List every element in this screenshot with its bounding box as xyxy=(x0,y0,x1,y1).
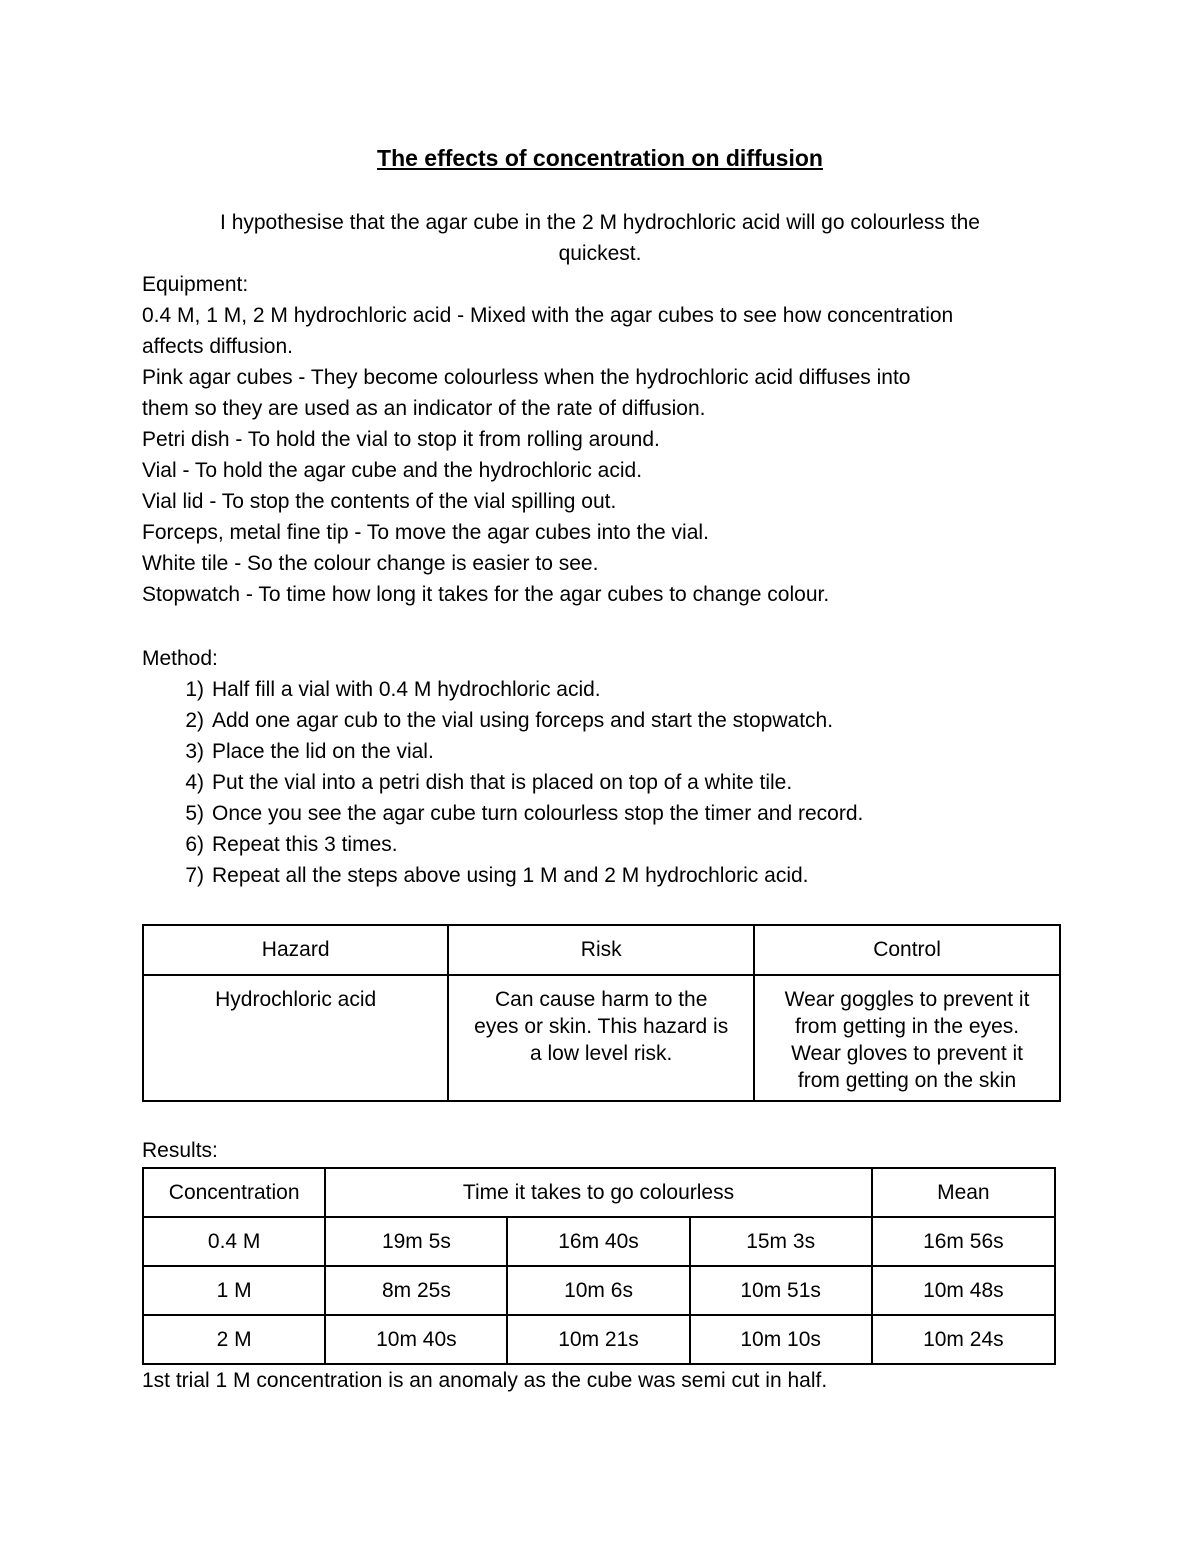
risk-line: eyes or skin. This hazard is xyxy=(474,1015,729,1038)
risk-line: a low level risk. xyxy=(530,1042,673,1065)
equipment-line: Vial lid - To stop the contents of the vial spilling out. xyxy=(142,490,617,513)
step-number: 5 ) xyxy=(142,798,208,829)
time-cell: 10m 21s xyxy=(507,1315,689,1364)
method-step xyxy=(142,829,863,860)
step-text: Once you see the agar cube turn colourless stop the timer and record. xyxy=(212,802,864,825)
step-text: Half fill a vial with 0.4 M hydrochloric acid. xyxy=(212,678,601,701)
header-mean: Mean xyxy=(872,1168,1055,1217)
equipment-line: them so they are used as an indicator of the rate of diffusion. xyxy=(142,397,706,420)
table-header-row xyxy=(143,925,1060,975)
control-line: from getting in the eyes. xyxy=(794,1015,1020,1038)
equipment-line: Petri dish - To hold the vial to stop it from rolling around. xyxy=(142,428,660,451)
table-row xyxy=(143,1217,1055,1266)
mean-cell: 10m 48s xyxy=(872,1266,1055,1315)
method-step xyxy=(142,798,863,829)
mean-cell: 10m 24s xyxy=(872,1315,1055,1364)
method-step xyxy=(142,767,863,798)
time-cell: 8m 25s xyxy=(325,1266,507,1315)
table-header-row xyxy=(143,1168,1055,1217)
equipment-line: Pink agar cubes - They become colourless when the hydrochloric acid diffuses into xyxy=(142,366,911,389)
equipment-section xyxy=(142,269,1072,610)
step-number: 3 ) xyxy=(142,736,208,767)
method-steps-list xyxy=(142,674,863,891)
step-number: 2 ) xyxy=(142,705,208,736)
step-number: 6 ) xyxy=(142,829,208,860)
concentration-cell: 2 M xyxy=(143,1315,325,1364)
step-text: Repeat this 3 times. xyxy=(212,833,398,856)
hazard-text: Hydrochloric acid xyxy=(215,988,377,1011)
results-heading: Results: xyxy=(142,1139,218,1162)
control-line: Wear goggles to prevent it xyxy=(784,988,1030,1011)
results-table xyxy=(142,1167,1056,1365)
method-step xyxy=(142,674,863,705)
concentration-cell: 0.4 M xyxy=(143,1217,325,1266)
time-cell: 10m 10s xyxy=(690,1315,872,1364)
step-text: Add one agar cub to the vial using forceps and start the stopwatch. xyxy=(212,709,834,732)
risk-cell xyxy=(448,975,754,1101)
time-cell: 10m 40s xyxy=(325,1315,507,1364)
header-control: Control xyxy=(754,925,1060,975)
hypothesis-paragraph xyxy=(150,207,1050,269)
equipment-line: Vial - To hold the agar cube and the hydrochloric acid. xyxy=(142,459,643,482)
table-row xyxy=(143,1315,1055,1364)
time-cell: 10m 6s xyxy=(507,1266,689,1315)
equipment-line: 0.4 M, 1 M, 2 M hydrochloric acid - Mixed with the agar cubes to see how concentration xyxy=(142,304,954,327)
equipment-line: affects diffusion. xyxy=(142,335,293,358)
method-step xyxy=(142,860,863,891)
step-text: Put the vial into a petri dish that is placed on top of a white tile. xyxy=(212,771,793,794)
time-cell: 19m 5s xyxy=(325,1217,507,1266)
step-text: Place the lid on the vial. xyxy=(212,740,434,763)
step-number: 4 ) xyxy=(142,767,208,798)
results-note: 1st trial 1 M concentration is an anomaly as the cube was semi cut in half. xyxy=(142,1369,828,1392)
method-step xyxy=(142,736,863,767)
document-title: The effects of concentration on diffusion xyxy=(377,145,823,171)
hypothesis-line: I hypothesise that the agar cube in the 2 M hydrochloric acid will go colourless the xyxy=(220,211,980,234)
step-number: 1 ) xyxy=(142,674,208,705)
header-hazard: Hazard xyxy=(143,925,448,975)
risk-line: Can cause harm to the xyxy=(494,988,708,1011)
time-cell: 15m 3s xyxy=(690,1217,872,1266)
control-line: from getting on the skin xyxy=(797,1069,1017,1092)
control-cell xyxy=(754,975,1060,1101)
equipment-line: Stopwatch - To time how long it takes for the agar cubes to change colour. xyxy=(142,583,830,606)
header-concentration: Concentration xyxy=(143,1168,325,1217)
equipment-line: Forceps, metal fine tip - To move the agar cubes into the vial. xyxy=(142,521,709,544)
table-row xyxy=(143,975,1060,1101)
step-number: 7 ) xyxy=(142,860,208,891)
time-cell: 10m 51s xyxy=(690,1266,872,1315)
equipment-line: White tile - So the colour change is easier to see. xyxy=(142,552,599,575)
step-text: Repeat all the steps above using 1 M and 2 M hydrochloric acid. xyxy=(212,864,809,887)
header-time: Time it takes to go colourless xyxy=(325,1168,871,1217)
concentration-cell: 1 M xyxy=(143,1266,325,1315)
table-row xyxy=(143,1266,1055,1315)
hazard-cell xyxy=(143,975,448,1101)
header-risk: Risk xyxy=(448,925,754,975)
risk-assessment-table xyxy=(142,924,1061,1102)
method-step xyxy=(142,705,863,736)
equipment-heading: Equipment: xyxy=(142,273,249,296)
hypothesis-line: quickest. xyxy=(558,242,642,265)
control-line: Wear gloves to prevent it xyxy=(791,1042,1023,1065)
mean-cell: 16m 56s xyxy=(872,1217,1055,1266)
time-cell: 16m 40s xyxy=(507,1217,689,1266)
method-heading: Method: xyxy=(142,647,218,670)
